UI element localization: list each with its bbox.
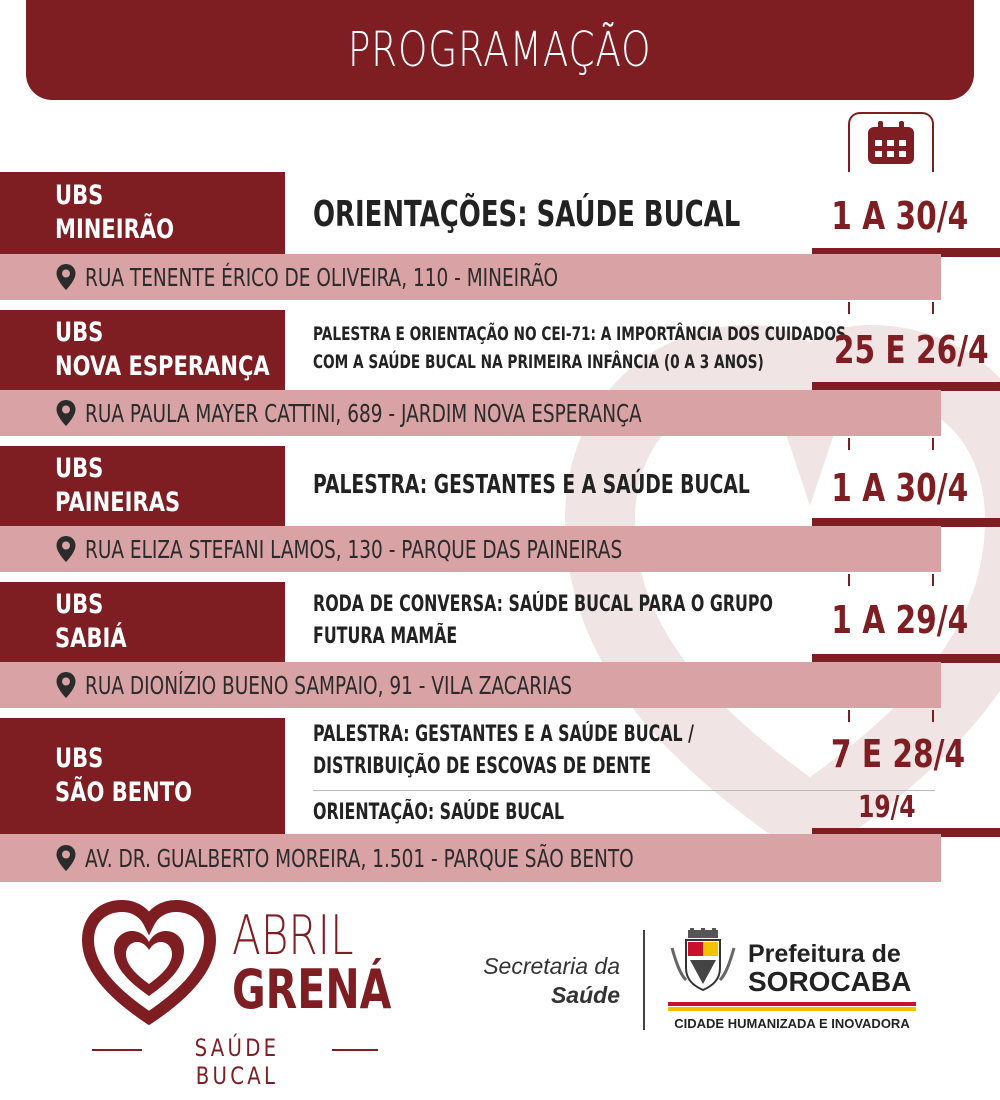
unit-name-box — [0, 582, 285, 662]
event-date: 7 E 28/4 — [830, 732, 966, 776]
calendar-icon — [866, 120, 916, 166]
prefeitura-slogan: CIDADE HUMANIZADA E INOVADORA — [674, 1016, 910, 1031]
event-title-line1: PALESTRA: GESTANTES E A SAÚDE BUCAL / — [313, 722, 694, 747]
unit-name: SABIÁ — [55, 623, 127, 654]
address-text: AV. DR. GUALBERTO MOREIRA, 1.501 - PARQUE SÃO BENTO — [85, 843, 634, 873]
map-pin-icon — [55, 263, 77, 291]
map-pin-icon — [55, 671, 77, 699]
address-text: RUA TENENTE ÉRICO DE OLIVEIRA, 110 - MINEIRÃO — [85, 262, 559, 292]
address-band — [0, 526, 941, 572]
heart-logo-icon — [80, 900, 218, 1025]
page-title: PROGRAMAÇÃO — [348, 22, 652, 78]
header-banner — [26, 0, 974, 100]
event-date: 1 A 30/4 — [831, 466, 969, 510]
date-tick — [848, 438, 850, 450]
event-title-line2: COM A SAÚDE BUCAL NA PRIMEIRA INFÂNCIA (0 A 3 ANOS) — [313, 351, 764, 373]
event-title-line2: FUTURA MAMÃE — [313, 624, 458, 649]
event-date: 25 E 26/4 — [833, 328, 989, 372]
schedule-row-sao-bento — [0, 718, 1000, 884]
map-pin-icon — [55, 399, 77, 427]
campaign-title-line2: GRENÁ — [232, 958, 392, 1021]
date-tick — [932, 302, 934, 314]
address-text: RUA ELIZA STEFANI LAMOS, 130 - PARQUE DAS PAINEIRAS — [85, 534, 623, 564]
prefeitura-line1: Prefeitura de — [748, 940, 901, 968]
footer-separator — [643, 930, 645, 1030]
address-text: RUA PAULA MAYER CATTINI, 689 - JARDIM NOVA ESPERANÇA — [85, 398, 642, 428]
unit-name: NOVA ESPERANÇA — [55, 351, 270, 382]
unit-name: MINEIRÃO — [55, 214, 175, 245]
unit-prefix: UBS — [55, 453, 104, 484]
address-text: RUA DIONÍZIO BUENO SAMPAIO, 91 - VILA ZACARIAS — [85, 670, 573, 700]
calendar-header-frame — [848, 112, 934, 172]
event2-date: 19/4 — [858, 790, 916, 825]
date-tick — [848, 574, 850, 586]
prefeitura-line2: SOROCABA — [748, 966, 912, 997]
schedule-row-mineirao — [0, 172, 1000, 302]
event-title-line1: RODA DE CONVERSA: SAÚDE BUCAL PARA O GRUPO — [313, 592, 773, 617]
campaign-title-line1: ABRIL — [232, 904, 354, 967]
unit-prefix: UBS — [55, 317, 104, 348]
date-tick — [848, 302, 850, 314]
secretaria-line1: Secretaria da — [483, 953, 620, 979]
secretaria-label — [470, 952, 620, 1010]
address-band — [0, 254, 941, 300]
sorocaba-crest-icon — [668, 928, 738, 994]
unit-name-box — [0, 310, 285, 390]
date-tick — [932, 574, 934, 586]
unit-name-box — [0, 718, 285, 834]
unit-prefix: UBS — [55, 589, 104, 620]
unit-prefix: UBS — [55, 743, 104, 774]
event-date: 1 A 30/4 — [831, 194, 969, 238]
date-tick — [848, 710, 850, 722]
schedule-row-paineiras — [0, 446, 1000, 574]
event-title-line1: PALESTRA E ORIENTAÇÃO NO CEI-71: A IMPORTÂNCIA DOS CUIDADOS — [313, 323, 846, 345]
event-title: ORIENTAÇÕES: SAÚDE BUCAL — [313, 194, 741, 235]
event-title: PALESTRA: GESTANTES E A SAÚDE BUCAL — [313, 470, 750, 500]
address-band — [0, 662, 941, 708]
tagline-rule-left — [92, 1049, 142, 1051]
unit-prefix: UBS — [55, 180, 104, 211]
event2-title: ORIENTAÇÃO: SAÚDE BUCAL — [313, 800, 565, 825]
campaign-tagline: SAÚDE BUCAL — [194, 1034, 280, 1090]
event-title-line2: DISTRIBUIÇÃO DE ESCOVAS DE DENTE — [313, 754, 652, 779]
unit-name-box — [0, 172, 285, 254]
schedule-row-sabia — [0, 582, 1000, 710]
address-band — [0, 834, 941, 882]
event-date: 1 A 29/4 — [831, 598, 969, 642]
schedule-row-nova-esperanca — [0, 310, 1000, 438]
tagline-rule-right — [332, 1049, 378, 1051]
unit-name: PAINEIRAS — [55, 487, 181, 518]
secretaria-line2: Saúde — [550, 982, 620, 1008]
unit-name-box — [0, 446, 285, 526]
date-tick — [932, 438, 934, 450]
stripe-yellow — [668, 1007, 916, 1011]
map-pin-icon — [55, 844, 77, 872]
address-band — [0, 390, 941, 436]
unit-name: SÃO BENTO — [55, 777, 193, 808]
stripe-red — [668, 1002, 916, 1006]
date-tick — [932, 710, 934, 722]
map-pin-icon — [55, 535, 77, 563]
